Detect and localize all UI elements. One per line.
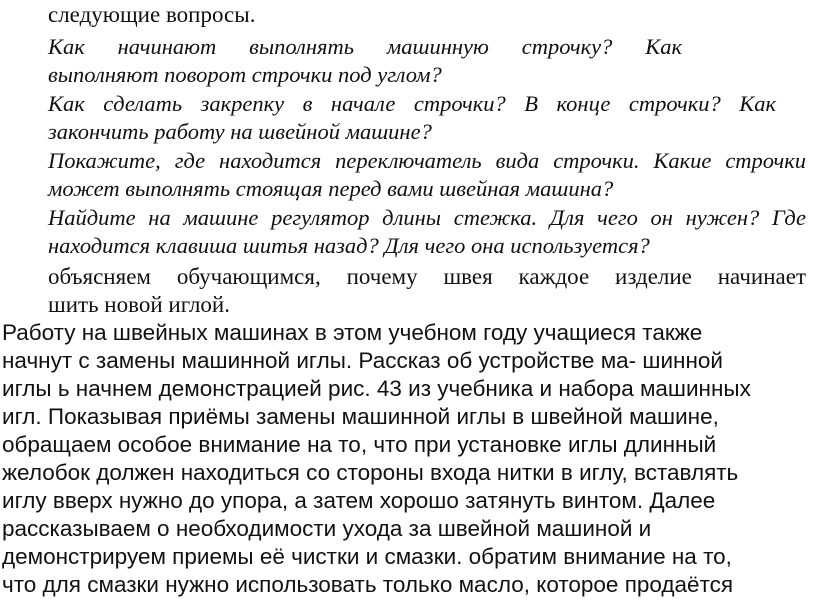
explanation-line-2: шить новой иглой. xyxy=(48,292,230,317)
body-line-3: иглы ь начнем демонстрацией рис. 43 из учебника и набора машинных xyxy=(2,376,751,401)
body-line-1: Работу на швейных машинах в этом учебном году учащиеся также xyxy=(2,320,703,345)
body-line-5: обращаем особое внимание на то, что при установке иглы длинный xyxy=(2,432,717,457)
intro-line: следующие вопросы. xyxy=(48,2,256,27)
question-4-line-2: находится клавиша шитья назад? Для чего она используется? xyxy=(48,233,650,258)
explanation-line-1: объясняем обучающимся, почему швея каждое изделие начинает xyxy=(48,264,806,289)
body-line-8: рассказываем о необходимости ухода за швейной машиной и xyxy=(2,516,652,541)
question-3-line-1: Покажите, где находится переключатель вида строчки. Какие строчки xyxy=(48,148,806,173)
question-3-line-2: может выполнять стоящая перед вами швейная машина? xyxy=(48,176,614,201)
body-line-6: желобок должен находиться со стороны входа нитки в иглу, вставлять xyxy=(2,460,739,485)
question-2-line-1: Как сделать закрепку в начале строчки? В конце строчки? Как xyxy=(48,91,776,116)
question-1-line-2: выполняют поворот строчки под углом? xyxy=(48,62,442,87)
question-1-line-1: Как начинают выполнять машинную строчку? Как xyxy=(48,34,682,59)
body-line-7: иглу вверх нужно до упора, а затем хорошо затянуть винтом. Далее xyxy=(2,488,716,513)
body-line-9: демонстрируем приемы её чистки и смазки. обратим внимание на то, xyxy=(2,544,732,569)
body-line-2: начнут с замены машинной иглы. Рассказ об устройстве ма- шинной xyxy=(2,348,723,373)
question-4-line-1: Найдите на машине регулятор длины стежка. Для чего он нужен? Где xyxy=(48,205,806,230)
body-line-10: что для смазки нужно использовать только масло, которое продаётся xyxy=(2,572,734,597)
body-line-4: игл. Показывая приёмы замены машинной иглы в швейной машине, xyxy=(2,404,719,429)
question-2-line-2: закончить работу на швейной машине? xyxy=(48,119,432,144)
